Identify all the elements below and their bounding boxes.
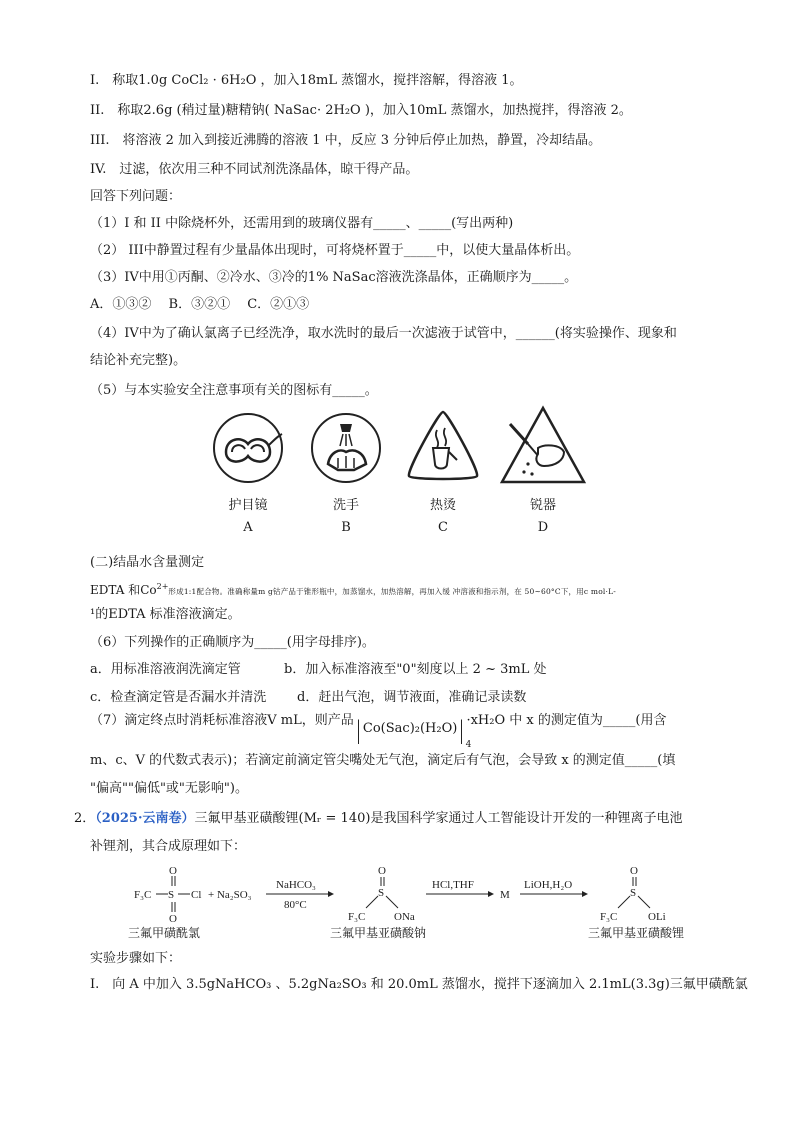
svg-text:LiOH,H₂O: LiOH,H₂O: [524, 879, 573, 891]
icon-letter-c: C: [438, 520, 448, 535]
problem-2-line1: [74, 810, 682, 828]
question-4-line2: 结论补充完整)。: [90, 353, 187, 368]
reactant-label: 三氟甲磺酰氯: [128, 926, 201, 940]
icon-label-c: 热烫: [429, 498, 456, 513]
formula-text: Co(Sac)₂(H₂O): [362, 721, 458, 736]
step-2: II. 称取2.6g (稍过量)糖精钠( NaSac· 2H₂O )，加入10mL 蒸馏水，加热搅拌，得溶液 2。: [90, 103, 632, 118]
icon-letter-a: A: [243, 520, 253, 535]
q7-prefix: （7）滴定终点时消耗标准溶液V mL，则产品: [90, 713, 354, 728]
svg-text:Cl: Cl: [191, 889, 202, 901]
question-6: （6）下列操作的正确顺序为_____(用字母排序)。: [90, 635, 375, 650]
step-3: III. 将溶液 2 加入到接近沸腾的溶液 1 中，反应 3 分钟后停止加热，静置，冷却结晶。: [90, 133, 602, 148]
svg-text:ONa: ONa: [394, 911, 415, 923]
wash-hands-icon: [310, 412, 382, 488]
option-b: b．加入标准溶液至"0"刻度以上 2 ~ 3mL 处: [284, 662, 547, 677]
svg-text:S: S: [378, 887, 385, 899]
answer-prompt: 回答下列问题：: [90, 189, 182, 204]
intro-text: EDTA 和Co: [90, 583, 157, 597]
formula-bracket: [358, 719, 472, 750]
question-7-line2: m、c、V 的代数式表示)；若滴定前滴定管尖嘴处无气泡，滴定后有气泡，会导致 x 的测定值_____(填: [90, 753, 676, 768]
icon-letter-b: B: [341, 520, 351, 535]
svg-text:O: O: [630, 865, 638, 877]
option-a: a．用标准溶液润洗滴定管: [90, 662, 241, 677]
svg-text:80°C: 80°C: [284, 899, 307, 911]
problem-2-step-1: I. 向 A 中加入 3.5gNaHCO₃ 、5.2gNa₂SO₃ 和 20.0mL 蒸馏水，搅拌下逐滴加入 2.1mL(3.3g)三氟甲磺酰氯: [90, 977, 748, 992]
hot-burn-icon: [403, 408, 483, 488]
problem-text: 三氟甲基亚磺酸锂(Mᵣ = 140)是我国科学家通过人工智能设计开发的一种锂离子电池: [194, 811, 683, 826]
intermediate-product-label: 三氟甲基亚磺酸钠: [330, 926, 427, 940]
final-product-label: 三氟甲基亚磺酸锂: [588, 926, 685, 940]
section-intro: [90, 578, 616, 601]
svg-text:F₃C: F₃C: [134, 889, 152, 901]
section-intro-line2: ¹的EDTA 标准溶液滴定。: [90, 607, 241, 622]
svg-text:HCl,THF: HCl,THF: [432, 879, 474, 891]
svg-text:F₃C: F₃C: [600, 911, 618, 923]
svg-text:+ Na₂SO₃: + Na₂SO₃: [208, 889, 252, 901]
svg-text:O: O: [378, 865, 386, 877]
svg-text:S: S: [630, 887, 637, 899]
icon-label-a: 护目镜: [228, 498, 268, 513]
section-title: (二)结晶水含量测定: [90, 555, 205, 570]
option-d: d．赶出气泡，调节液面，准确记录读数: [297, 690, 527, 705]
svg-text:OLi: OLi: [648, 911, 666, 923]
svg-text:NaHCO₃: NaHCO₃: [276, 879, 316, 891]
intro-small-text: 形成1:1配合物。准确称量m g钴产品于锥形瓶中，加蒸馏水，加热溶解，再加入缓 冲溶液和指示剂，在 50~60°C下，用c mol·L-: [168, 587, 617, 596]
svg-text:M: M: [500, 889, 510, 901]
formula-subscript: 4: [465, 740, 472, 750]
icon-label-d: 锐器: [529, 498, 556, 513]
intro-superscript: 2+: [156, 582, 169, 591]
problem-2-line2: 补锂剂，其合成原理如下：: [90, 839, 247, 854]
question-7-line3: "偏高""偏低"或"无影响")。: [90, 781, 248, 796]
question-1: （1）I 和 II 中除烧杯外，还需用到的玻璃仪器有_____、_____(写出两种): [90, 216, 514, 231]
svg-text:O: O: [169, 913, 177, 925]
sharp-objects-icon: [498, 404, 588, 492]
step-4: IV. 过滤，依次用三种不同试剂洗涤晶体，晾干得产品。: [90, 162, 419, 177]
question-2: （2） III中静置过程有少量晶体出现时，可将烧杯置于_____中，以使大量晶体析出。: [90, 243, 580, 258]
question-5: （5）与本实验安全注意事项有关的图标有_____。: [90, 383, 378, 398]
svg-text:F₃C: F₃C: [348, 911, 366, 923]
question-3: （3）IV中用①丙酮、②冷水、③冷的1% NaSac溶液洗涤晶体，正确顺序为_____。: [90, 270, 578, 285]
step-1: I. 称取1.0g CoCl₂ · 6H₂O ，加入18mL 蒸馏水，搅拌溶解，得溶液 1。: [90, 73, 523, 88]
question-3-options: A．①③② B．③②① C．②①③: [90, 297, 310, 312]
question-7: [90, 712, 667, 750]
q7-suffix: ·xH₂O 中 x 的测定值为_____(用含: [466, 713, 667, 728]
icon-letter-d: D: [537, 520, 549, 535]
option-c: c．检查滴定管是否漏水并清洗: [90, 690, 267, 705]
question-4-line1: （4）IV中为了确认氯离子已经洗净，取水洗时的最后一次滤液于试管中，______(将实验操作、现象和: [90, 326, 677, 341]
icon-label-b: 洗手: [332, 498, 359, 513]
steps-title: 实验步骤如下：: [90, 951, 182, 966]
problem-number: 2．: [74, 811, 96, 826]
svg-text:S: S: [168, 889, 175, 901]
problem-source-tag: （2025·云南卷）: [95, 811, 195, 826]
goggles-icon: [212, 412, 284, 488]
svg-text:O: O: [169, 865, 177, 877]
